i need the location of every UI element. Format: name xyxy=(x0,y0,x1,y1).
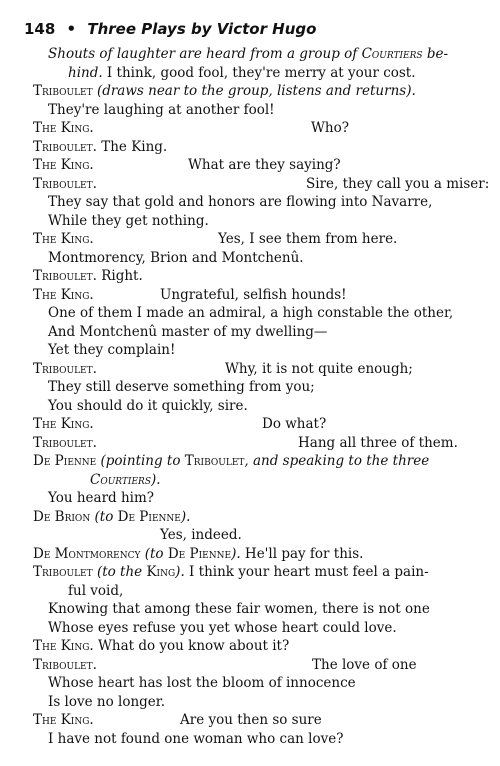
speaker-name: Triboulet. xyxy=(33,138,97,155)
dialogue-text: They're laughing at another fool! xyxy=(48,101,275,118)
speaker-name: De Brion xyxy=(33,508,91,525)
dialogue-continuation xyxy=(160,286,347,305)
text-line xyxy=(0,286,500,305)
dialogue-text: Who? xyxy=(311,120,349,136)
text-line xyxy=(0,230,500,249)
text-line xyxy=(0,674,500,693)
text-line xyxy=(0,471,500,490)
dialogue-text: ful void, xyxy=(68,582,124,599)
text-line xyxy=(0,212,500,231)
text-line xyxy=(0,119,500,138)
speaker-name: Triboulet. xyxy=(33,434,97,451)
text-line xyxy=(0,138,500,157)
speaker-name: The King. xyxy=(33,638,94,654)
speaker-name: De Pienne xyxy=(117,508,181,525)
dialogue-text: And Montchenû master of my dwelling— xyxy=(48,323,328,340)
speaker-name: The King. xyxy=(33,416,94,432)
speaker-name: Triboulet. xyxy=(33,175,97,192)
speaker-name: The King. xyxy=(33,120,94,136)
speaker-name: Triboulet. xyxy=(33,360,97,377)
dialogue-text: One of them I made an admiral, a high constable the other, xyxy=(48,305,454,321)
text-line xyxy=(0,193,500,212)
stage-direction: , and speaking to the three xyxy=(244,453,430,469)
text-line xyxy=(0,619,500,638)
stage-direction: ). xyxy=(175,564,185,580)
dialogue-text: They still deserve something from you; xyxy=(48,379,315,395)
text-line xyxy=(0,360,500,379)
speaker-name: Triboulet xyxy=(184,453,245,469)
text-line xyxy=(0,397,500,416)
dialogue-text: I think, good fool, they're merry at your cost. xyxy=(102,64,416,81)
dialogue-continuation xyxy=(312,656,417,675)
text-line xyxy=(0,323,500,342)
stage-direction: (to xyxy=(144,545,168,562)
dialogue-continuation xyxy=(160,526,242,545)
speaker-name: De Pienne xyxy=(33,453,97,469)
dialogue-text: The love of one xyxy=(312,656,417,673)
dialogue-text: Hang all three of them. xyxy=(298,434,458,451)
text-line xyxy=(0,452,500,471)
speaker-name: The King. xyxy=(33,231,94,247)
stage-direction: (draws near to the group, listens and returns). xyxy=(96,83,416,99)
dialogue-text: You heard him? xyxy=(48,490,155,506)
text-line xyxy=(0,656,500,675)
page-number: 148 xyxy=(24,20,56,38)
dialogue-text: Right. xyxy=(96,268,143,284)
speaker-name: Triboulet. xyxy=(33,268,97,284)
text-line xyxy=(0,82,500,101)
dialogue-text: Whose eyes refuse you yet whose heart could love. xyxy=(48,619,397,636)
stage-direction: ). xyxy=(180,508,191,525)
play-text xyxy=(0,45,500,748)
dialogue-text: Are you then so sure xyxy=(180,712,322,728)
stage-direction: Shouts of laughter are heard from a group of xyxy=(48,46,362,62)
dialogue-continuation xyxy=(225,360,413,379)
text-line xyxy=(0,175,500,194)
speaker-name: De Montmorency xyxy=(33,545,141,562)
text-line xyxy=(0,508,500,527)
dialogue-continuation xyxy=(180,711,322,730)
stage-direction: be- xyxy=(422,46,449,62)
dialogue-text: Ungrateful, selfish hounds! xyxy=(160,286,347,303)
speaker-name: De Pienne xyxy=(167,545,232,562)
dialogue-text: What do you know about it? xyxy=(93,638,290,654)
text-line xyxy=(0,526,500,545)
dialogue-continuation xyxy=(298,434,458,453)
dialogue-continuation xyxy=(262,415,326,434)
speaker-name: The King. xyxy=(33,286,94,303)
text-line xyxy=(0,378,500,397)
speaker-name: The King. xyxy=(33,712,94,728)
text-line xyxy=(0,267,500,286)
dialogue-continuation xyxy=(218,230,397,249)
text-line xyxy=(0,489,500,508)
speaker-name: Triboulet. xyxy=(33,656,97,673)
speaker-name: The King. xyxy=(33,157,94,173)
speaker-name: Courtiers xyxy=(361,46,423,62)
text-line xyxy=(0,304,500,323)
dialogue-text: Yes, I see them from here. xyxy=(218,231,398,247)
stage-direction: (pointing to xyxy=(100,453,185,469)
dialogue-text: Yet they complain! xyxy=(48,342,176,358)
dialogue-continuation xyxy=(306,175,489,194)
speaker-name: Courtiers xyxy=(90,471,151,488)
stage-direction: hind. xyxy=(68,64,103,81)
dialogue-text: Whose heart has lost the bloom of innocence xyxy=(48,675,356,691)
dialogue-text: He'll pay for this. xyxy=(240,545,364,562)
text-line xyxy=(0,600,500,619)
dialogue-text: Yes, indeed. xyxy=(160,527,242,543)
dialogue-text: They say that gold and honors are flowing into Navarre, xyxy=(48,194,433,210)
speaker-name: Triboulet xyxy=(33,564,93,580)
text-line xyxy=(0,101,500,120)
stage-direction: (to xyxy=(94,508,118,525)
text-line xyxy=(0,415,500,434)
dialogue-text: Is love no longer. xyxy=(48,693,166,710)
dialogue-text: I have not found one woman who can love? xyxy=(48,730,344,747)
dialogue-text: Sire, they call you a miser: xyxy=(306,175,490,192)
text-line xyxy=(0,730,500,749)
text-line xyxy=(0,341,500,360)
speaker-name: Triboulet xyxy=(33,83,93,99)
dialogue-continuation xyxy=(188,156,341,175)
text-line xyxy=(0,563,500,582)
dialogue-text: Montmorency, Brion and Montchenû. xyxy=(48,249,304,266)
text-line xyxy=(0,711,500,730)
book-title: Three Plays by Victor Hugo xyxy=(87,20,317,38)
running-header xyxy=(24,20,316,38)
dialogue-text: Why, it is not quite enough; xyxy=(225,360,413,377)
text-line xyxy=(0,249,500,268)
text-line xyxy=(0,64,500,83)
stage-direction: ). xyxy=(231,545,241,562)
text-line xyxy=(0,45,500,64)
text-line xyxy=(0,582,500,601)
speaker-name: King xyxy=(146,564,176,580)
dialogue-text: I think your heart must feel a pain- xyxy=(184,564,429,580)
text-line xyxy=(0,693,500,712)
text-line xyxy=(0,637,500,656)
stage-direction: (to the xyxy=(96,564,147,580)
dialogue-text: You should do it quickly, sire. xyxy=(48,397,248,414)
dialogue-continuation xyxy=(311,119,349,138)
dialogue-text: What are they saying? xyxy=(188,157,341,173)
text-line xyxy=(0,156,500,175)
dialogue-text: Do what? xyxy=(262,416,327,432)
stage-direction: ). xyxy=(150,471,161,488)
header-bullet: • xyxy=(66,20,77,38)
dialogue-text: Knowing that among these fair women, there is not one xyxy=(48,601,430,617)
text-line xyxy=(0,434,500,453)
dialogue-text: While they get nothing. xyxy=(48,212,209,229)
dialogue-text: The King. xyxy=(96,138,168,155)
text-line xyxy=(0,545,500,564)
